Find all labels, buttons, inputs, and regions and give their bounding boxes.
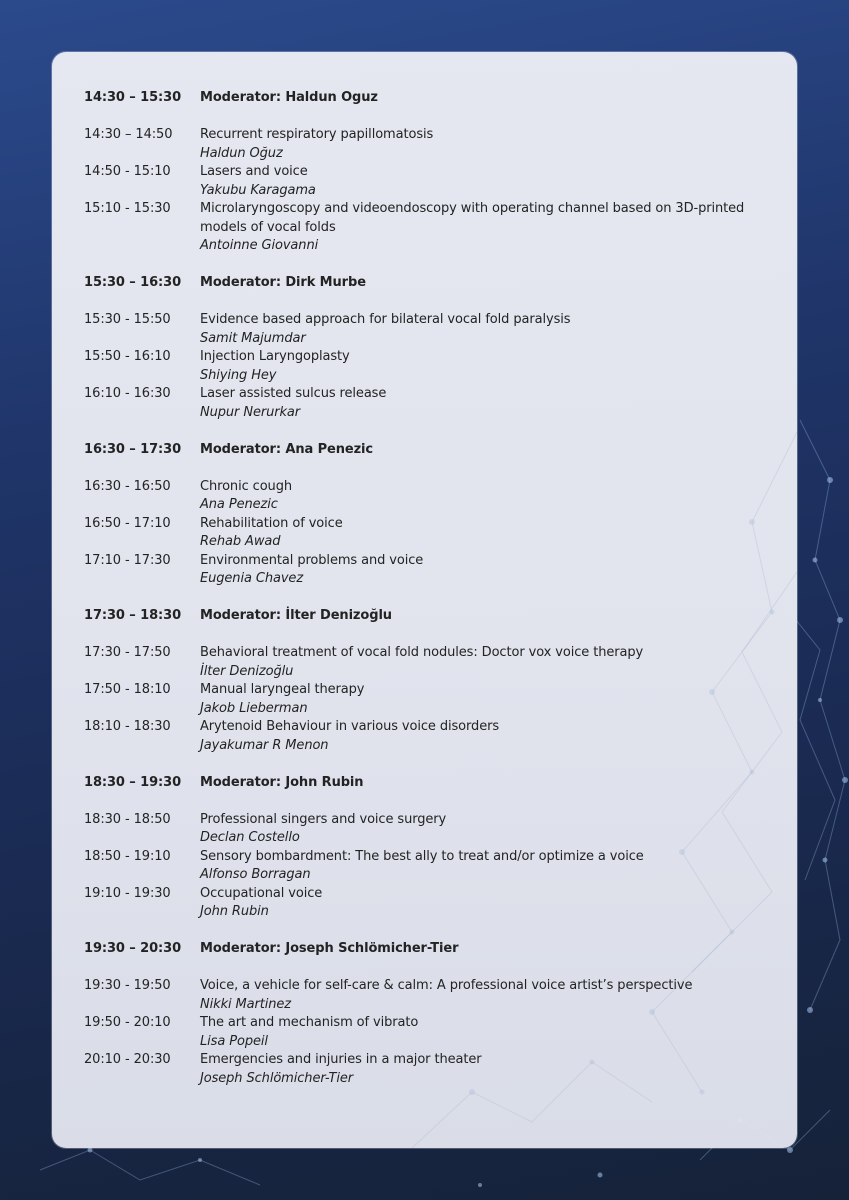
talk-speaker: Alfonso Borragan (200, 867, 311, 882)
talk-speaker: Jayakumar R Menon (200, 737, 329, 753)
session-moderator: Moderator: Ana Penezic (200, 441, 374, 457)
session-header (84, 774, 774, 793)
talk-time: 18:30 - 18:50 (84, 811, 171, 827)
session-header (84, 607, 774, 626)
session-block (84, 274, 774, 422)
talk-row (84, 644, 774, 681)
session-time: 15:30 – 16:30 (84, 275, 182, 290)
talk-speaker: Antoinne Giovanni (200, 238, 319, 253)
talk-speaker: Joseph Schlömicher-Tier (200, 1070, 354, 1086)
session-header (84, 441, 774, 460)
talk-time: 17:50 - 18:10 (84, 682, 171, 697)
session-header (84, 940, 774, 959)
schedule-card (52, 52, 797, 1148)
session-block (84, 940, 774, 1088)
talk-speaker: John Rubin (200, 904, 269, 919)
session-moderator: Moderator: John Rubin (200, 774, 364, 790)
talk-row (84, 1014, 774, 1051)
talk-speaker: Lisa Popeil (200, 1033, 268, 1049)
session-block (84, 441, 774, 589)
talk-title: Emergencies and injuries in a major theater (200, 1052, 482, 1067)
session-moderator: Moderator: Dirk Murbe (200, 275, 366, 290)
talk-title: Lasers and voice (200, 164, 308, 179)
session-time: 17:30 – 18:30 (84, 608, 182, 623)
session-header (84, 274, 774, 293)
talk-speaker: İlter Denizoğlu (200, 663, 294, 679)
talk-title: The art and mechanism of vibrato (200, 1015, 419, 1030)
talk-title: Microlaryngoscopy and videoendoscopy with operating channel based on 3D-printed models of vocal folds (200, 201, 745, 235)
session-time: 16:30 – 17:30 (84, 441, 182, 457)
talk-time: 16:50 - 17:10 (84, 515, 171, 531)
talk-row (84, 126, 774, 163)
talk-row (84, 811, 774, 848)
talk-time: 16:10 - 16:30 (84, 386, 171, 401)
talk-title: Professional singers and voice surgery (200, 811, 447, 827)
talk-time: 18:10 - 18:30 (84, 719, 171, 734)
session-time: 14:30 – 15:30 (84, 90, 182, 105)
talk-row (84, 385, 774, 422)
talk-time: 20:10 - 20:30 (84, 1052, 171, 1067)
talk-time: 16:30 - 16:50 (84, 478, 171, 494)
talk-title: Voice, a vehicle for self-care & calm: A professional voice artist’s perspective (200, 978, 693, 993)
talk-row (84, 848, 774, 885)
talk-speaker: Nupur Nerurkar (200, 404, 301, 420)
talk-title: Recurrent respiratory papillomatosis (200, 127, 434, 142)
talk-title: Behavioral treatment of vocal fold nodules: Doctor vox voice therapy (200, 645, 644, 660)
talk-title: Laser assisted sulcus release (200, 386, 387, 401)
talk-title: Arytenoid Behaviour in various voice disorders (200, 719, 500, 734)
talk-time: 19:50 - 20:10 (84, 1015, 171, 1030)
talk-row (84, 552, 774, 589)
session-moderator: Moderator: Joseph Schlömicher-Tier (200, 941, 459, 956)
talk-row (84, 311, 774, 348)
talk-time: 14:50 - 15:10 (84, 164, 171, 179)
talk-title: Environmental problems and voice (200, 552, 424, 568)
talk-time: 14:30 – 14:50 (84, 127, 173, 142)
talk-row (84, 515, 774, 552)
talk-title: Rehabilitation of voice (200, 515, 343, 531)
talk-row (84, 348, 774, 385)
talk-time: 15:10 - 15:30 (84, 201, 171, 216)
talk-speaker: Samit Majumdar (200, 330, 306, 346)
talk-title: Chronic cough (200, 478, 292, 494)
program-schedule (84, 89, 774, 1107)
talk-row (84, 478, 774, 515)
talk-speaker: Rehab Awad (200, 534, 281, 549)
talk-time: 19:10 - 19:30 (84, 885, 171, 901)
talk-title: Manual laryngeal therapy (200, 682, 365, 697)
talk-speaker: Eugenia Chavez (200, 571, 304, 586)
talk-row (84, 977, 774, 1014)
session-moderator: Moderator: Haldun Oguz (200, 90, 378, 105)
talk-row (84, 163, 774, 200)
session-block (84, 774, 774, 922)
talk-speaker: Jakob Lieberman (200, 700, 308, 716)
talk-time: 17:30 - 17:50 (84, 645, 171, 660)
talk-row (84, 718, 774, 755)
session-block (84, 89, 774, 256)
talk-speaker: Haldun Oğuz (200, 145, 283, 161)
talk-time: 15:30 - 15:50 (84, 312, 171, 327)
talk-row (84, 681, 774, 718)
talk-speaker: Ana Penezic (200, 497, 278, 512)
talk-title: Sensory bombardment: The best ally to treat and/or optimize a voice (200, 848, 644, 864)
talk-speaker: Yakubu Karagama (200, 182, 316, 198)
talk-time: 19:30 - 19:50 (84, 978, 171, 993)
talk-row (84, 200, 774, 256)
session-time: 18:30 – 19:30 (84, 774, 182, 790)
session-moderator: Moderator: İlter Denizoğlu (200, 608, 392, 623)
session-header (84, 89, 774, 108)
talk-row (84, 885, 774, 922)
talk-row (84, 1051, 774, 1088)
talk-speaker: Declan Costello (200, 830, 300, 845)
session-block (84, 607, 774, 755)
talk-title: Injection Laryngoplasty (200, 349, 350, 364)
talk-time: 17:10 - 17:30 (84, 552, 171, 568)
talk-speaker: Nikki Martinez (200, 996, 292, 1012)
talk-title: Evidence based approach for bilateral vocal fold paralysis (200, 312, 571, 327)
session-time: 19:30 – 20:30 (84, 941, 182, 956)
talk-title: Occupational voice (200, 885, 323, 901)
talk-speaker: Shiying Hey (200, 367, 277, 383)
talk-time: 15:50 - 16:10 (84, 349, 171, 364)
talk-time: 18:50 - 19:10 (84, 848, 171, 864)
